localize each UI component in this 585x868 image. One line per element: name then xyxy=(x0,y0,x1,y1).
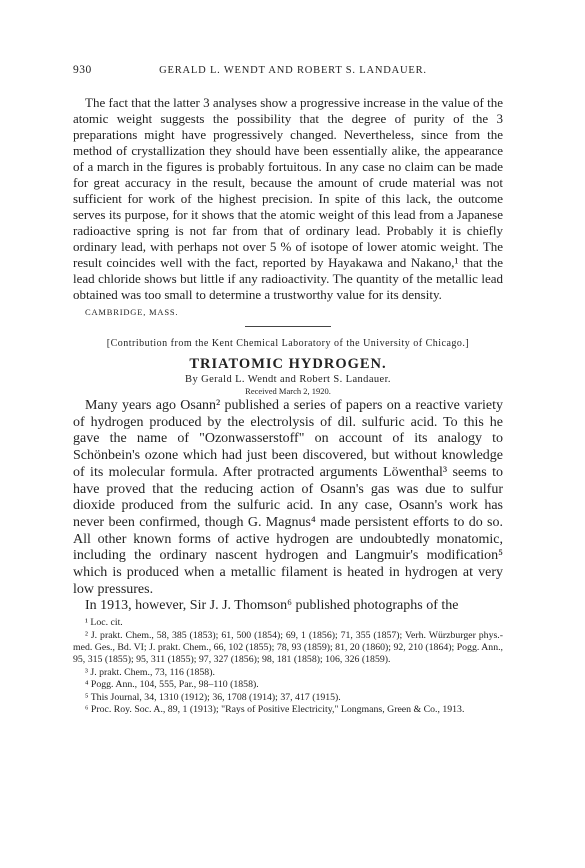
footnote-1: ¹ Loc. cit. xyxy=(85,617,123,629)
article-paragraph-2: In 1913, however, Sir J. J. Thomson⁶ published photographs of the xyxy=(85,598,459,614)
footnote-5: ⁵ This Journal, 34, 1310 (1912); 36, 1708 (1914); 37, 417 (1915). xyxy=(85,691,341,703)
footnote-2: ² J. prakt. Chem., 58, 385 (1853); 61, 500 (1854); 69, 1 (1856); 71, 355 (1857); Verh. Würzburger phys.-med. Ges., Bd. VI; J. prakt. Chem., 66, 102 (1855); 78, 93 (1859); 81, 20 (1860); 92, 210 (1864); Pogg. Ann., 95, 315 (1855); 95, 311 (1855); 97, 327 (1856); 98, 181 (1858); 106, 326 (1859). xyxy=(73,629,503,666)
received-date: Received March 2, 1920. xyxy=(245,386,331,396)
running-title: GERALD L. WENDT AND ROBERT S. LANDAUER. xyxy=(159,65,427,76)
footnote-3: ³ J. prakt. Chem., 73, 116 (1858). xyxy=(85,666,215,678)
page-number: 930 xyxy=(73,64,92,76)
article-byline: By Gerald L. Wendt and Robert S. Landauer. xyxy=(185,374,391,385)
previous-article-paragraph: The fact that the latter 3 analyses show a progressive increase in the value of the atomic weight suggests the possibility that the degree of purity of the 3 preparations might have progressively changed. Nevertheless, since from the method of crystallization they should have been essentially alike, the appearance of a march in the figures is probably fortuitous. In any case no claim can be made for great accuracy in the result, because the amount of crude material was not sufficient for work of the highest precision. In spite of this lack, the outcome serves its purpose, for it shows that the atomic weight of this lead from a Japanese radioactive spring is not far from that of ordinary lead. Probably it is chiefly ordinary lead, with perhaps not over 5 % of isotope of lower atomic weight. The result coincides well with the fact, reported by Hayakawa and Nakano,¹ that the lead chloride shows but little if any radioactivity. The quantity of the metallic lead obtained was too small to determine a trustworthy value for its density. xyxy=(73,95,503,302)
footnote-6: ⁶ Proc. Roy. Soc. A., 89, 1 (1913); "Rays of Positive Electricity," Longmans, Green & Co., 1913. xyxy=(85,703,465,715)
article-title: TRIATOMIC HYDROGEN. xyxy=(189,356,387,372)
contribution-line: [Contribution from the Kent Chemical Laboratory of the University of Chicago.] xyxy=(106,338,470,349)
footnotes xyxy=(73,617,503,716)
article-paragraph-1: Many years ago Osann² published a series of papers on a reactive variety of hydrogen produced by the electrolysis of dil. sulfuric acid. To this he gave the name of "Ozonwasserstoff" on account of its analogy to Schönbein's ozone which had just been discovered, but without knowledge of its molecular formula. After protracted arguments Löwenthal³ seems to have proved that the reducing action of Osann's gas was due to sulfur dioxide produced from the sulfuric acid. In any case, Osann's work has never been confirmed, though G. Magnus⁴ made persistent efforts to do so. All other known forms of active hydrogen are undoubtedly monatomic, including the ordinary nascent hydrogen and Langmuir's modification⁵ which is produced when a metallic filament is heated in hydrogen at very low pressures. xyxy=(73,398,503,597)
running-head xyxy=(73,64,503,82)
place-line: CAMBRIDGE, MASS. xyxy=(85,307,179,317)
section-divider xyxy=(245,326,331,327)
footnote-4: ⁴ Pogg. Ann., 104, 555, Par., 98–110 (1858). xyxy=(85,679,259,691)
